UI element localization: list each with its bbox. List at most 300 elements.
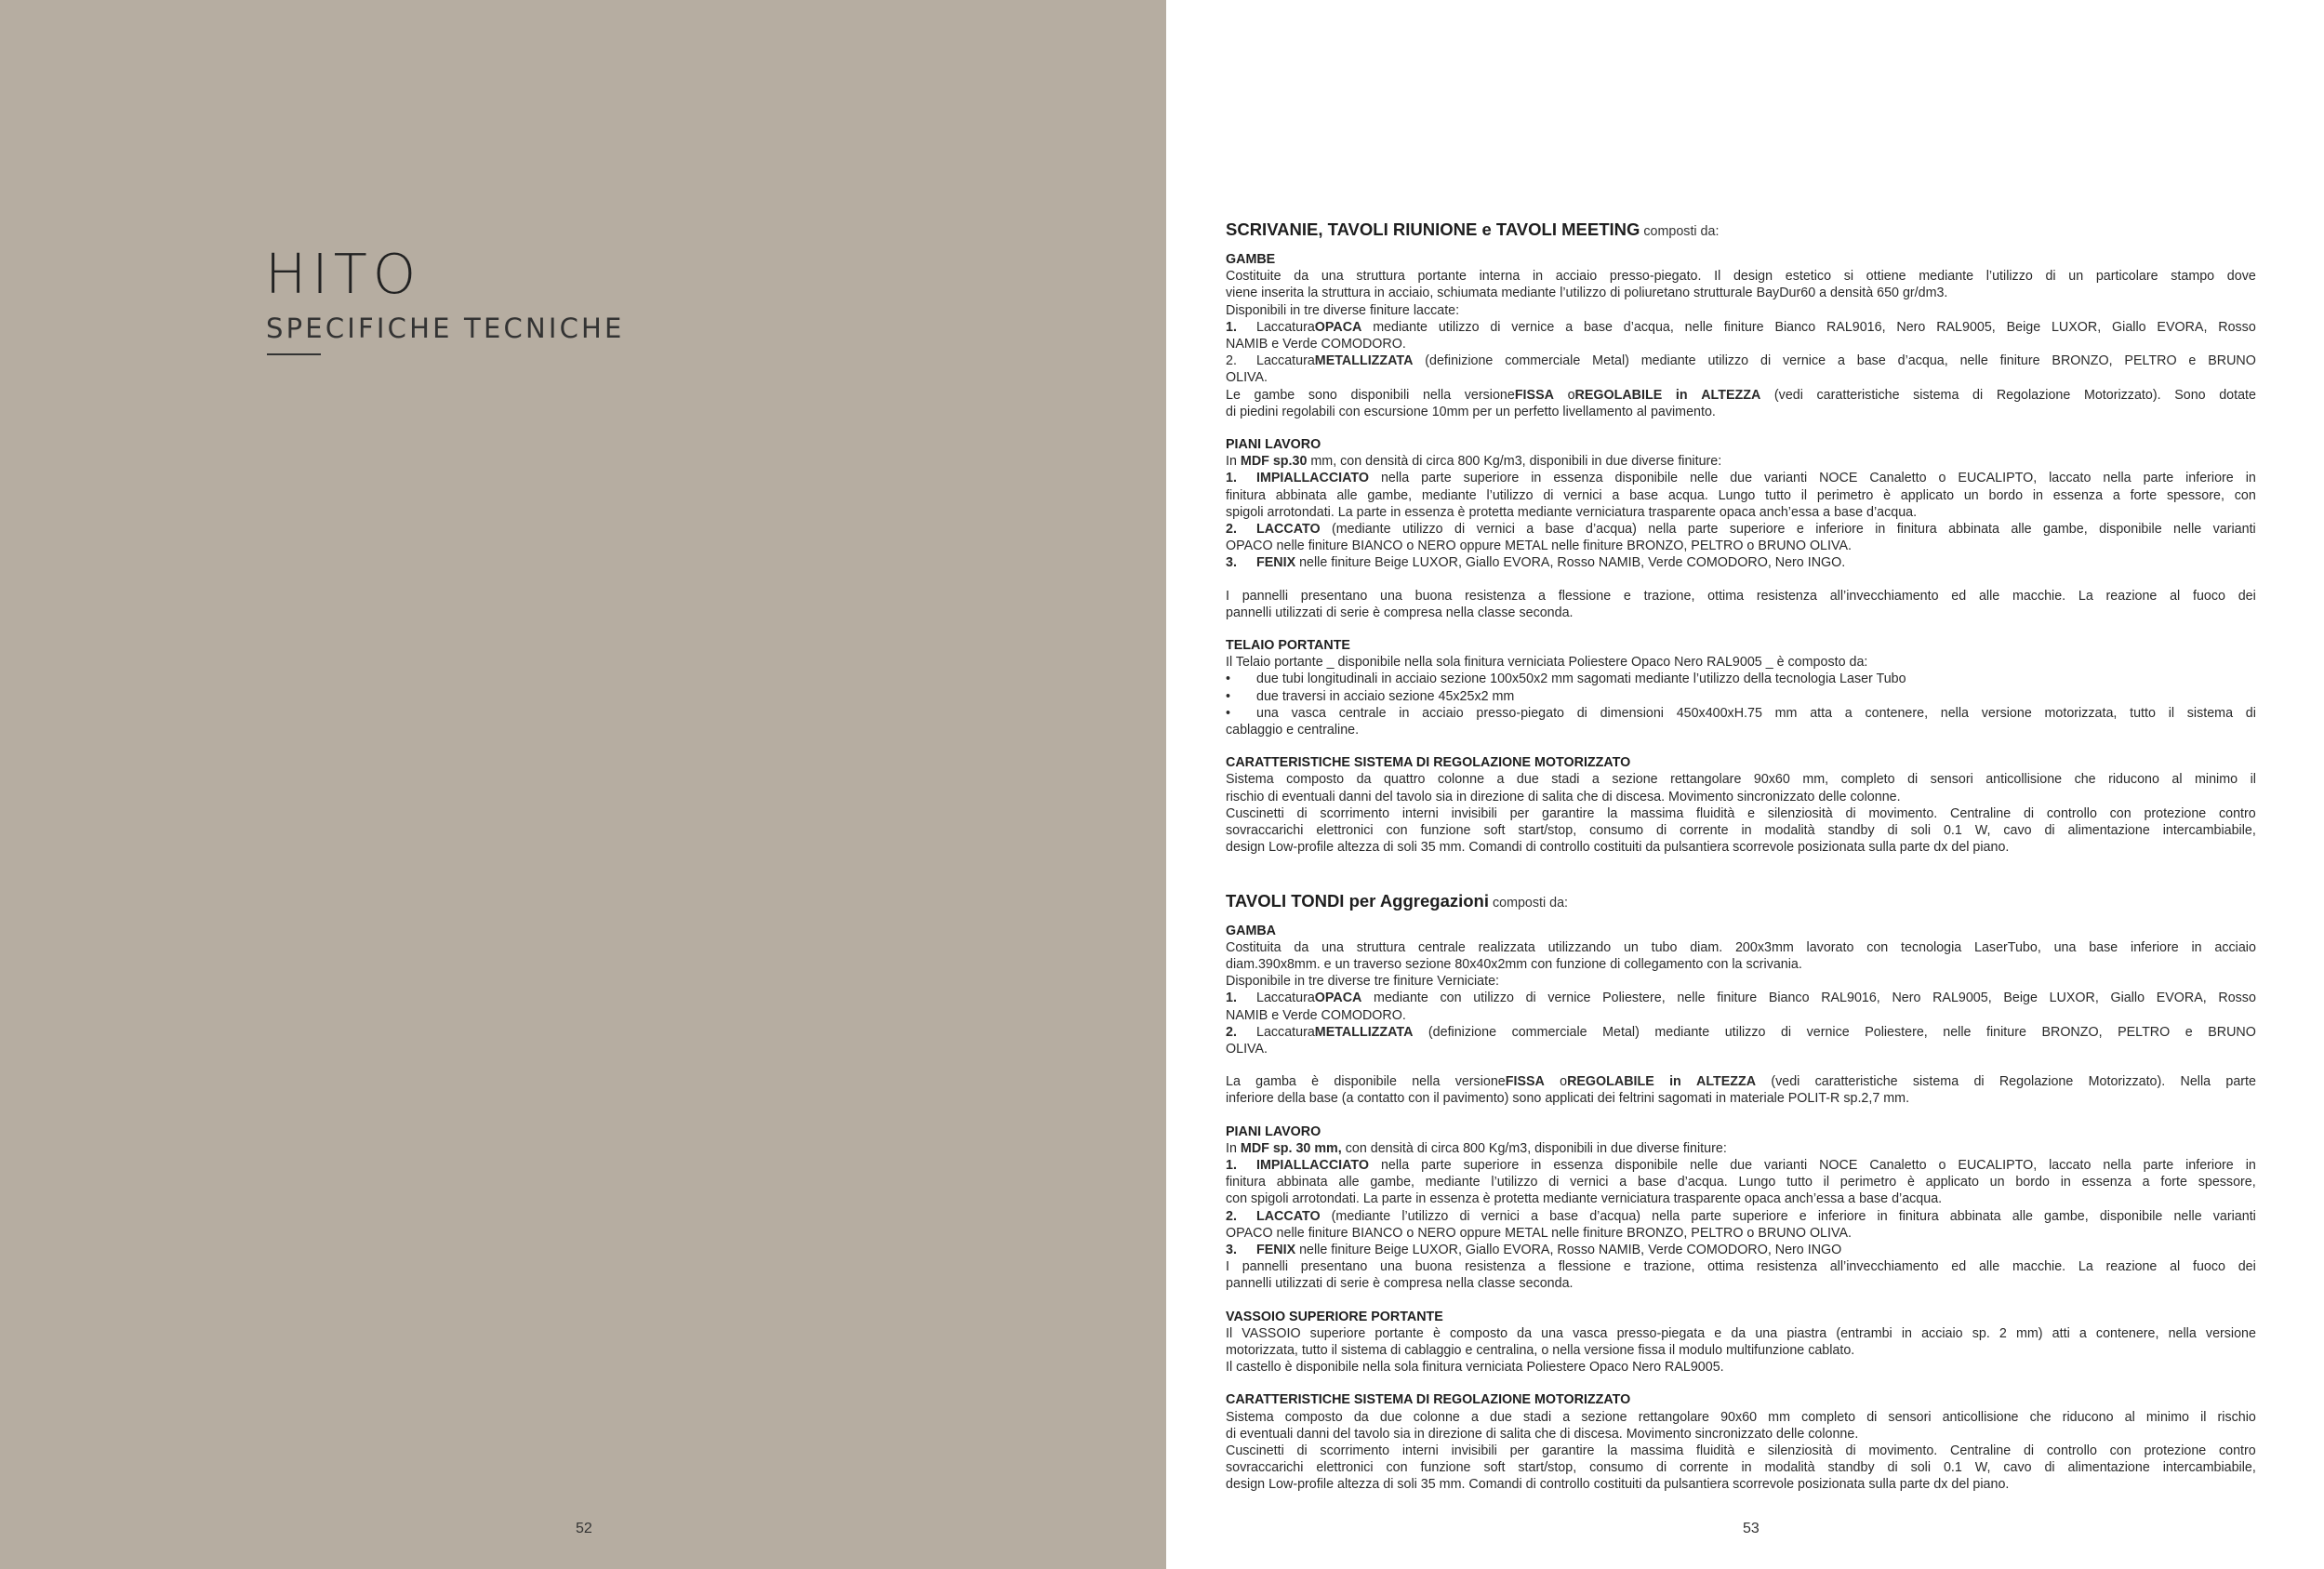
word	[1888, 822, 1898, 839]
word-text: diam.	[1690, 939, 1723, 955]
word	[1547, 990, 1590, 1006]
word	[1412, 1073, 1440, 1090]
word	[2146, 1409, 2189, 1426]
word-text: ottima	[1707, 1259, 1745, 1275]
word-text: Nero	[1892, 991, 1921, 1006]
word	[1979, 1258, 1999, 1275]
word-text: composto	[1450, 1325, 1508, 1341]
word-text: da	[1294, 269, 1309, 285]
word-text: presentano	[1300, 1259, 1368, 1275]
word-text: flessione	[1558, 588, 1612, 604]
word-text: RAL9005,	[1932, 991, 1992, 1006]
word-text: LaserTubo,	[1974, 939, 2041, 955]
word-text: Motorizzato).	[2083, 387, 2161, 403]
word-text: è	[1311, 1074, 1320, 1090]
emphasis-word: METALLIZZATA	[1314, 353, 1414, 369]
word	[1370, 1174, 1414, 1190]
word-text: sensori	[1930, 772, 1973, 788]
word-text: in	[1399, 705, 1410, 721]
word	[1367, 487, 1412, 504]
word-text: o	[1938, 471, 1946, 486]
word-text: di	[1459, 1208, 1470, 1224]
word	[1866, 1409, 1877, 1426]
word	[1226, 939, 1282, 956]
word	[1898, 352, 1948, 369]
word-text: due	[1730, 471, 1753, 486]
word	[1602, 1024, 1640, 1041]
word	[1888, 1459, 1898, 1476]
text-segment: OPACO nelle finiture BIANCO o NERO oppure METAL nelle finiture BRONZO, PELTRO o BRUNO OLIVA.	[1226, 539, 1852, 554]
word-text: piastra	[1786, 1325, 1827, 1341]
word	[2045, 705, 2118, 722]
word-text: di	[1576, 705, 1587, 721]
word	[1357, 771, 1372, 788]
word	[2219, 805, 2256, 822]
word-text: o	[1938, 1157, 1946, 1173]
emphasis-word: REGOLABILE	[1574, 387, 1663, 403]
word	[2167, 487, 2224, 504]
word	[1690, 1157, 1718, 1174]
word	[1573, 1325, 1607, 1342]
word	[2044, 1208, 2089, 1225]
word	[2163, 1459, 2256, 1476]
word	[2068, 822, 2150, 839]
word	[2047, 1443, 2097, 1459]
word-text: nella	[1422, 387, 1452, 403]
word	[1570, 1174, 1608, 1190]
word	[1824, 1174, 1829, 1190]
word	[1380, 1409, 1402, 1426]
word-text: scorrimento	[1320, 805, 1390, 821]
word	[2185, 470, 2234, 486]
word-text: varianti	[2212, 1208, 2256, 1224]
word	[1838, 352, 1845, 369]
word	[1943, 1409, 2019, 1426]
list-marker: 1.	[1226, 991, 1237, 1006]
text-segment: Il Telaio portante _ disponibile nella sola finitura verniciata Poliestere Opaco Nero RAL9005 _ è composto da:	[1226, 655, 1868, 671]
word	[2112, 319, 2146, 336]
word	[1483, 822, 1505, 839]
word-text: consumo	[1589, 1460, 1644, 1476]
word-text: due	[1379, 1409, 1402, 1425]
word	[1316, 822, 1373, 839]
word-text: VASSOIO	[1242, 1325, 1301, 1341]
word-text: movimento.	[1868, 805, 1938, 821]
word-text: che	[2029, 1409, 2052, 1425]
word	[1255, 1073, 1296, 1090]
word-text: controllo	[2046, 1443, 2097, 1458]
word-text: massima	[1630, 805, 1684, 821]
word-text: di	[1907, 772, 1919, 788]
word-text: Lungo	[1738, 1175, 1776, 1190]
word	[1757, 1258, 1817, 1275]
word	[1985, 771, 2062, 788]
word	[1936, 319, 1996, 336]
word	[1256, 1157, 1369, 1174]
word	[1497, 771, 1505, 788]
word	[1615, 470, 1679, 486]
word	[1226, 805, 1284, 822]
word-text: una	[2053, 939, 2077, 955]
word	[2213, 521, 2256, 538]
word	[1226, 588, 1229, 605]
word-text: versione	[2205, 1325, 2256, 1341]
word	[1562, 1409, 1570, 1426]
word-text: a	[1526, 522, 1534, 538]
word-text: finiture	[1723, 319, 1764, 335]
word-text: Regolazione	[1999, 1074, 2074, 1090]
word-text: di	[2044, 1460, 2055, 1476]
word	[2106, 588, 2158, 605]
text-line	[1226, 1275, 2256, 1292]
list-item	[1226, 705, 2256, 722]
word	[2012, 588, 2065, 605]
word-text: mediante	[1640, 353, 1696, 369]
word	[2011, 521, 2031, 538]
word	[2246, 1157, 2256, 1174]
word	[1656, 1459, 1667, 1476]
word	[1951, 588, 1966, 605]
list-marker: 2.	[1226, 522, 1237, 538]
word-text: e	[1714, 1325, 1722, 1341]
product-title: HITO	[265, 242, 422, 306]
word-text: struttura	[1356, 939, 1406, 955]
word	[2084, 387, 2161, 404]
word-text: spessore,	[2198, 1175, 2256, 1190]
word	[1473, 990, 1514, 1006]
word-text: essenza	[1553, 471, 1603, 486]
word-text: composto	[1286, 772, 1345, 788]
word-text: interni	[1401, 805, 1439, 821]
word-text: versione	[1464, 387, 1515, 403]
emphasis-word: IMPIALLACCIATO	[1256, 471, 1369, 486]
word-text: d’acqua,	[1897, 353, 1948, 369]
word-text: il	[2168, 705, 2175, 721]
word	[1677, 990, 1705, 1006]
text-segment: due tubi longitudinali in acciaio sezione 100x50x2 mm sagomati mediante l’utilizzo della tecnologia Laser Tubo	[1256, 671, 1906, 687]
word-text: gambe,	[2043, 522, 2088, 538]
word	[2052, 319, 2101, 336]
word	[1455, 1073, 1545, 1090]
word	[1610, 268, 1702, 285]
word-text: e	[1796, 522, 1804, 538]
word	[1652, 939, 1678, 956]
word-text: reazione	[2105, 588, 2158, 604]
word	[1255, 387, 1295, 404]
word-text: intercambiabile,	[2162, 823, 2256, 839]
word-text: con	[2109, 1443, 2131, 1458]
word	[1417, 268, 1466, 285]
word-text: La	[1226, 1074, 1241, 1090]
text-segment: pannelli utilizzati di serie è compresa nella classe seconda.	[1226, 1276, 1574, 1292]
word-text: e	[1799, 1208, 1807, 1224]
word	[1899, 1208, 1939, 1225]
word	[1755, 1325, 1777, 1342]
word	[1294, 268, 1308, 285]
text-segment: mm, con densità di circa 800 Kg/m3, disponibili in due diverse finiture:	[1307, 454, 1722, 470]
word	[1334, 1073, 1397, 1090]
word-text: nella	[1940, 705, 1969, 721]
word	[1321, 939, 1344, 956]
word-text: (vedi	[1773, 387, 1803, 403]
word-text: base	[1856, 353, 1886, 369]
word-text: resistenza	[1756, 1259, 1817, 1275]
list-marker: 1.	[1226, 471, 1237, 486]
word-text: atti	[2052, 1325, 2070, 1341]
text-line	[1226, 285, 2256, 301]
word	[1999, 1073, 2074, 1090]
word	[1958, 1157, 2037, 1174]
word	[1465, 1258, 1525, 1275]
text-line	[1226, 789, 2256, 805]
word	[1517, 771, 1539, 788]
word	[1765, 487, 1791, 504]
word	[2118, 1024, 2170, 1041]
word	[1256, 1208, 1321, 1225]
word-text: ottiene	[1866, 269, 1906, 285]
word-text: EUCALIPTO,	[1958, 1157, 2038, 1173]
word-text: base	[1545, 522, 1574, 538]
word-text: Costituite	[1226, 269, 1282, 285]
word-text: W,	[1974, 823, 1991, 839]
word-text: mm)	[2015, 1325, 2043, 1341]
word-text: acqua.	[1667, 487, 1708, 503]
word-text: a	[1562, 1409, 1571, 1425]
word	[1592, 771, 1600, 788]
block-heading: CARATTERISTICHE SISTEMA DI REGOLAZIONE MOTORIZZATO	[1226, 755, 1631, 771]
word	[1907, 771, 1918, 788]
word-text: disponibile	[1614, 471, 1679, 486]
word	[1226, 1409, 1274, 1426]
text-line	[1226, 1041, 2256, 1057]
section-heading	[1226, 219, 2256, 242]
text-line	[1226, 1325, 2256, 1342]
word	[1414, 1409, 1460, 1426]
word-text: atta	[1810, 705, 1833, 721]
word	[2053, 487, 2103, 504]
word-text: finitura	[1226, 487, 1266, 503]
word-text: Il	[1226, 1325, 1233, 1341]
word-text: soft	[1483, 1460, 1506, 1476]
word	[1670, 771, 1741, 788]
word-text: superiore	[1463, 471, 1520, 486]
word-text: pannelli	[1242, 1259, 1289, 1275]
word-text: 450x400xH.75	[1676, 705, 1762, 721]
word	[1320, 805, 1389, 822]
word	[2089, 939, 2118, 956]
word-text: è	[1906, 1175, 1915, 1190]
word-text: mediante	[1421, 487, 1477, 503]
word	[2200, 1409, 2206, 1426]
word-text: La	[2078, 588, 2093, 604]
word-text: versione	[1454, 1074, 1506, 1090]
word	[2227, 268, 2256, 285]
text-line	[1226, 1225, 2256, 1242]
word	[2185, 1024, 2193, 1041]
word-text: in	[1901, 1325, 1912, 1341]
list-item-text	[1256, 521, 2256, 538]
word	[1973, 1073, 1984, 1090]
word-text: di	[1525, 991, 1536, 1006]
word	[1680, 1459, 1728, 1476]
text-segment: con densità di circa 800 Kg/m3, disponibili in due diverse finiture:	[1341, 1140, 1727, 1156]
list-item-text	[1256, 705, 2256, 722]
word	[2191, 939, 2201, 956]
word	[1982, 705, 2032, 722]
word	[1226, 1459, 1303, 1476]
word-text: stadi	[1522, 1409, 1552, 1425]
word-text: dei	[2238, 588, 2256, 604]
word-text: fluidità	[1696, 805, 1735, 821]
word-text: in	[2032, 487, 2043, 503]
word	[1612, 487, 1619, 504]
word-text: Cuscinetti	[1226, 1443, 1284, 1458]
word-text: fluidità	[1696, 1443, 1735, 1458]
word	[1901, 487, 1954, 504]
word-text: contenere,	[1865, 705, 1929, 721]
word-text: e	[1747, 805, 1756, 821]
word-text: contro	[2218, 1443, 2256, 1458]
word	[2163, 822, 2256, 839]
word-text: commerciale	[1505, 353, 1581, 369]
word	[2173, 1208, 2201, 1225]
word	[1648, 521, 1676, 538]
word	[1433, 1325, 1441, 1342]
word	[1730, 1157, 1752, 1174]
word	[1486, 487, 1533, 504]
word-text: sistema	[1913, 387, 1959, 403]
word-text: bordo	[2015, 1175, 2050, 1190]
word-text: dimensioni	[1600, 705, 1664, 721]
text-line	[1226, 956, 2256, 973]
word	[1764, 470, 1807, 486]
emphasis-word: ALTEZZA	[1701, 387, 1761, 403]
word-text: di	[2023, 805, 2035, 821]
word	[1320, 1443, 1389, 1459]
word	[1819, 470, 1857, 486]
word-text: tubo	[1651, 939, 1678, 955]
word-text: di	[1973, 1074, 1985, 1090]
word	[2041, 1024, 2102, 1041]
word-text: Metal)	[1602, 1024, 1640, 1040]
word	[1421, 1157, 1452, 1174]
text-line	[1226, 1073, 2256, 1090]
word-text: sovraccarichi	[1226, 1460, 1304, 1476]
word	[1439, 319, 1480, 336]
word	[1517, 1325, 1532, 1342]
word	[2143, 1174, 2150, 1190]
word-text: anticollisione	[1942, 1409, 2019, 1425]
word	[1815, 1073, 1898, 1090]
word-text: un	[1963, 487, 1979, 503]
word	[1639, 1409, 1709, 1426]
word	[2144, 470, 2174, 486]
word-text: e	[2185, 1024, 2193, 1040]
word-text: (mediante	[1331, 1208, 1391, 1224]
word	[1997, 387, 2071, 404]
word-text: una	[1321, 269, 1344, 285]
word-text: modalità	[1764, 823, 1815, 839]
word	[1256, 352, 1413, 369]
word	[2078, 1258, 2093, 1275]
word	[1644, 588, 1695, 605]
word-text: Metal)	[1592, 353, 1629, 369]
word	[1836, 1325, 1892, 1342]
word-text: estetico	[1785, 269, 1832, 285]
word	[1242, 588, 1288, 605]
text-line	[1226, 771, 2256, 788]
word-text: Cuscinetti	[1226, 805, 1284, 821]
word	[1607, 805, 1617, 822]
word-text: tecnologia	[1901, 939, 1962, 955]
emphasis-word: OPACA	[1314, 319, 1362, 335]
word	[1551, 771, 1579, 788]
technical-specifications	[1226, 219, 2256, 1508]
word	[2003, 822, 2031, 839]
word-text: nelle	[1959, 353, 1988, 369]
word	[1422, 705, 1464, 722]
word	[1381, 1157, 1409, 1174]
word-text: abbinata	[1276, 1175, 1328, 1190]
word	[2171, 268, 2214, 285]
word	[1869, 1157, 1926, 1174]
word-text: 200x3mm	[1734, 939, 1794, 955]
text-segment: di piedini regolabili con escursione 10mm per un perfetto livellamento al pavimento.	[1226, 404, 1716, 419]
word	[1565, 319, 1573, 336]
word-text: Canaletto	[1869, 1157, 1927, 1173]
word-text: silenziosità	[1767, 805, 1833, 821]
word-text: un	[1623, 939, 1639, 955]
word-text: resistenza	[1465, 1259, 1526, 1275]
word-text: in	[1531, 1157, 1542, 1173]
word	[1402, 521, 1443, 538]
word-text: l’utilizzo	[1491, 1175, 1538, 1190]
block-heading: PIANI LAVORO	[1226, 437, 1321, 453]
word-text: si	[1843, 269, 1854, 285]
list-item-text	[1256, 554, 2256, 571]
block-spacer	[1226, 1108, 2256, 1124]
word	[2079, 1325, 2087, 1342]
list-marker: 2.	[1226, 1024, 1237, 1040]
word	[2089, 1073, 2166, 1090]
word-text: abbinata	[1275, 487, 1327, 503]
word-text: Giallo	[2110, 991, 2145, 1006]
word	[1617, 1325, 1706, 1342]
word-text: colonne	[1437, 772, 1485, 788]
word-text: fuoco	[2192, 1259, 2225, 1275]
word-text: di	[1296, 805, 1308, 821]
word	[1624, 588, 1631, 605]
word	[1531, 470, 1541, 486]
word	[2099, 521, 2162, 538]
word-text: presso-piegata	[1616, 1325, 1706, 1341]
word-text: colonne	[1413, 1409, 1460, 1425]
word-text: nelle	[1690, 471, 1719, 486]
word-text: start/stop,	[1518, 1460, 1577, 1476]
word	[1459, 1208, 1469, 1225]
word	[1688, 521, 1719, 538]
text-line	[1226, 369, 2256, 386]
word-text: perimetro	[1816, 487, 1874, 503]
word	[1480, 268, 1521, 285]
text-line	[1226, 1342, 2256, 1359]
word-text: LUXOR,	[2051, 319, 2102, 335]
word-text: in	[1875, 522, 1886, 538]
word-text: Il	[1714, 269, 1721, 285]
word-text: macchie.	[2012, 588, 2066, 604]
word	[1226, 1443, 1284, 1459]
word	[1840, 1174, 1896, 1190]
